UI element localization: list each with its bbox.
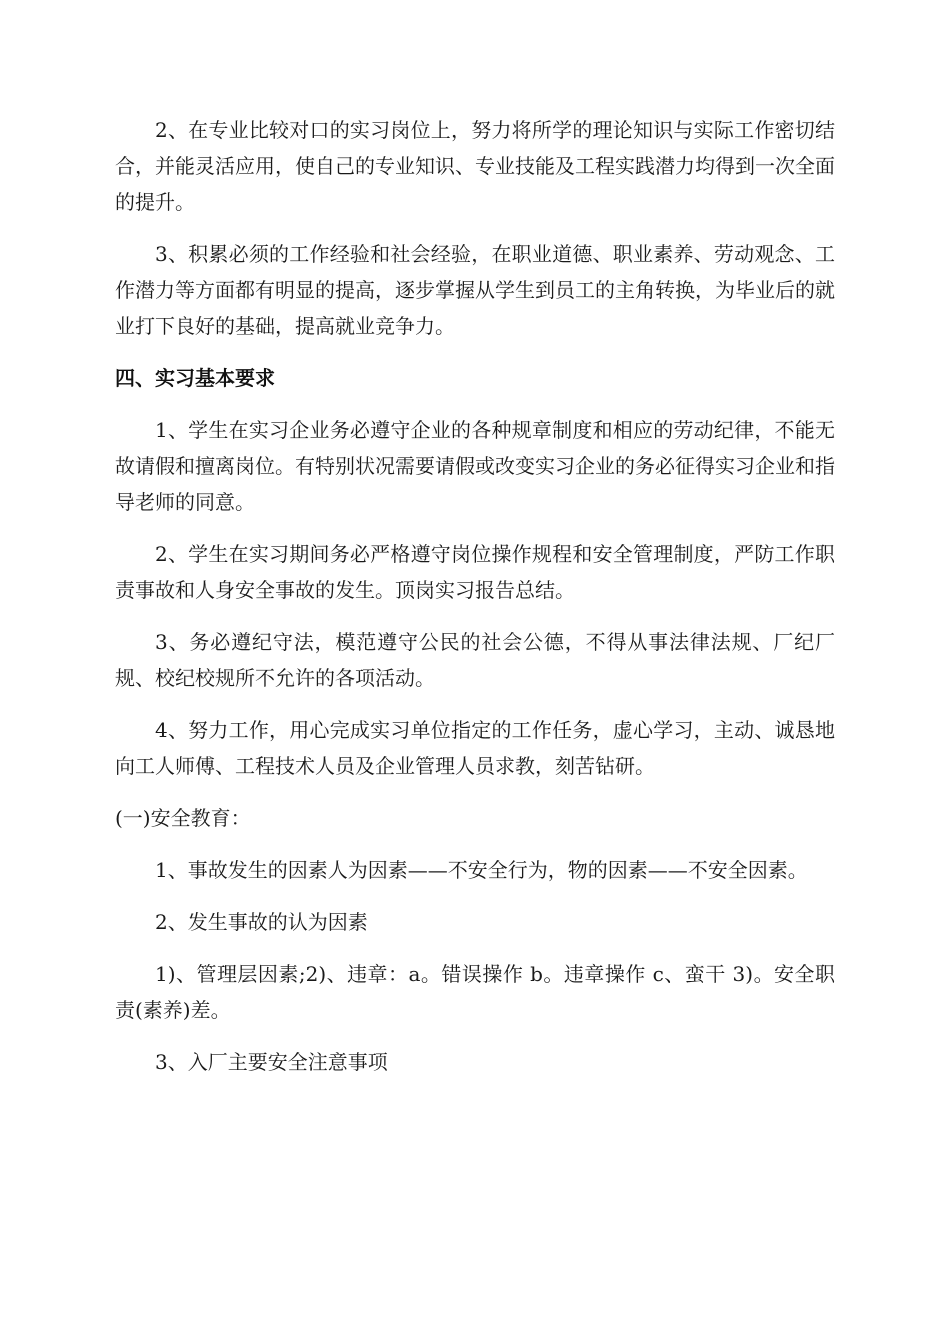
section-heading-requirements: 四、实习基本要求 [115,366,275,390]
paragraph-goal-3: 3、积累必须的工作经验和社会经验，在职业道德、职业素养、劳动观念、工作潜力等方面都有明显的提高，逐步掌握从学生到员工的主角转换，为毕业后的就业打下良好的基础，提高就业竞争力。 [115,242,835,338]
subsection-heading-safety: (一)安全教育： [115,806,251,830]
paragraph-safety-2: 2、发生事故的认为因素 [155,910,368,934]
paragraph-requirement-4: 4、努力工作，用心完成实习单位指定的工作任务，虚心学习，主动、诚恳地向工人师傅、工程技术人员及企业管理人员求教，刻苦钻研。 [115,718,835,778]
paragraph-safety-3: 1)、管理层因素;2)、违章：a。错误操作 b。违章操作 c、蛮干 3)。安全职责(素养)差。 [115,962,835,1022]
paragraph-goal-2: 2、在专业比较对口的实习岗位上，努力将所学的理论知识与实际工作密切结合，并能灵活应用，使自己的专业知识、专业技能及工程实践潜力均得到一次全面的提升。 [115,118,835,214]
paragraph-requirement-3: 3、务必遵纪守法，模范遵守公民的社会公德，不得从事法律法规、厂纪厂规、校纪校规所不允许的各项活动。 [115,630,835,690]
document-body [115,112,835,1096]
paragraph-requirement-2: 2、学生在实习期间务必严格遵守岗位操作规程和安全管理制度，严防工作职责事故和人身安全事故的发生。顶岗实习报告总结。 [115,542,835,602]
paragraph-safety-4: 3、入厂主要安全注意事项 [155,1050,388,1074]
paragraph-safety-1: 1、事故发生的因素人为因素——不安全行为，物的因素——不安全因素。 [155,858,808,882]
paragraph-requirement-1: 1、学生在实习企业务必遵守企业的各种规章制度和相应的劳动纪律，不能无故请假和擅离岗位。有特别状况需要请假或改变实习企业的务必征得实习企业和指导老师的同意。 [115,418,835,514]
